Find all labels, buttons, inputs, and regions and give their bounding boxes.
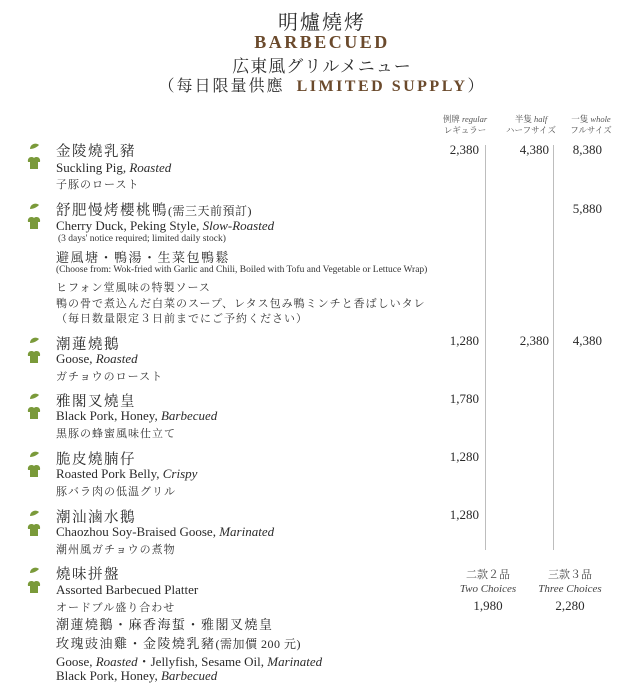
choice-three-price: 2,280 (555, 598, 585, 613)
item-name-cn: 潮汕滷水鵝 (56, 510, 136, 526)
price-whole: 8,380 (572, 142, 602, 157)
price-half: 4,380 (519, 142, 549, 157)
item-name-cn: 潮蓮燒鵝 (56, 337, 120, 353)
chef-hat-icon (27, 202, 41, 234)
item-name-jp: ヒフォン堂風味の特製ソース (56, 282, 211, 294)
price-half: 2,380 (519, 333, 549, 348)
chef-hat-icon (27, 450, 41, 482)
item-note-jp: （毎日数量限定３日前までにご予約ください） (56, 313, 308, 325)
price-regular: 2,380 (449, 142, 479, 157)
price-regular: 1,280 (449, 507, 479, 522)
column-header-whole: 一隻 whole フルサイズ (570, 114, 612, 135)
platter-options-en: Goose, Roasted・Jellyfish, Sesame Oil, Marinated (56, 654, 323, 669)
item-name-cn: 舒肥慢烤櫻桃鴨(需三天前預訂) (56, 203, 252, 219)
column-divider (485, 145, 486, 550)
price-whole: 5,880 (572, 201, 602, 216)
item-name-en: Cherry Duck, Peking Style, Slow-Roasted (56, 218, 275, 233)
item-name-en: Assorted Barbecued Platter (56, 582, 199, 597)
item-name-jp: 豚バラ肉の低温グリル (56, 486, 176, 498)
item-name-jp: ガチョウのロースト (56, 371, 164, 383)
item-note-en: (3 days' notice required; limited daily stock) (58, 234, 226, 244)
item-name-cn: 脆皮燒腩仔 (56, 452, 136, 468)
column-header-regular: 例牌 regular レギュラー (442, 114, 488, 135)
item-options-en: (Choose from: Wok-fried with Garlic and Chili, Boiled with Tofu and Vegetable or Lettuce Wrap) (56, 265, 428, 275)
price-regular: 1,280 (449, 449, 479, 464)
choice-two-label-en: Two Choices (459, 583, 517, 595)
item-name-jp: オードブル盛り合わせ (56, 602, 176, 614)
column-header-half: 半隻 half ハーフサイズ (506, 114, 556, 135)
price-regular: 1,780 (449, 391, 479, 406)
item-options-cn: 避風塘・鴨湯・生菜包鴨鬆 (56, 250, 231, 265)
chef-hat-icon (27, 509, 41, 541)
item-name-cn: 雅閣叉燒皇 (56, 394, 136, 410)
platter-options-cn: 潮蓮燒鵝・麻香海蜇・雅閣叉燒皇 (56, 617, 274, 632)
price-whole: 4,380 (572, 333, 602, 348)
item-name-cn: 金陵燒乳豬 (56, 144, 136, 160)
menu-title-japanese: 広東風グリルメニュー (232, 57, 412, 76)
chef-hat-icon (27, 142, 41, 174)
choice-three-label-en: Three Choices (538, 583, 602, 595)
item-name-en: Goose, Roasted (56, 351, 138, 366)
item-name-jp: 潮州風ガチョウの煮物 (56, 544, 176, 556)
menu-title-english: BARBECUED (254, 32, 390, 52)
item-name-en: Roasted Pork Belly, Crispy (56, 466, 198, 481)
item-name-jp: 黒豚の蜂蜜風味仕立て (56, 428, 176, 440)
platter-options-cn: 玫瑰豉油雞・金陵燒乳豬(需加價 200 元) (56, 636, 302, 651)
item-desc-jp: 鴨の骨で煮込んだ白菜のスープ、レタス包み鴨ミンチと香ばしいタレ (56, 298, 426, 310)
choice-two-price: 1,980 (473, 598, 503, 613)
item-name-en: Suckling Pig, Roasted (56, 160, 172, 175)
choice-two-label-cn: 二款２品 (466, 569, 510, 581)
chef-hat-icon (27, 336, 41, 368)
item-name-cn: 燒味拼盤 (56, 567, 120, 583)
platter-options-en: Black Pork, Honey, Barbecued (56, 668, 218, 683)
chef-hat-icon (27, 566, 41, 598)
limited-supply-note: （每日限量供應 LIMITED SUPPLY） (158, 78, 486, 95)
menu-title-chinese: 明爐燒烤 (278, 12, 366, 34)
chef-hat-icon (27, 392, 41, 424)
item-name-en: Black Pork, Honey, Barbecued (56, 408, 218, 423)
price-regular: 1,280 (449, 333, 479, 348)
choice-three-label-cn: 三款３品 (548, 569, 592, 581)
item-name-jp: 子豚のロースト (56, 179, 140, 191)
item-name-en: Chaozhou Soy-Braised Goose, Marinated (56, 524, 275, 539)
